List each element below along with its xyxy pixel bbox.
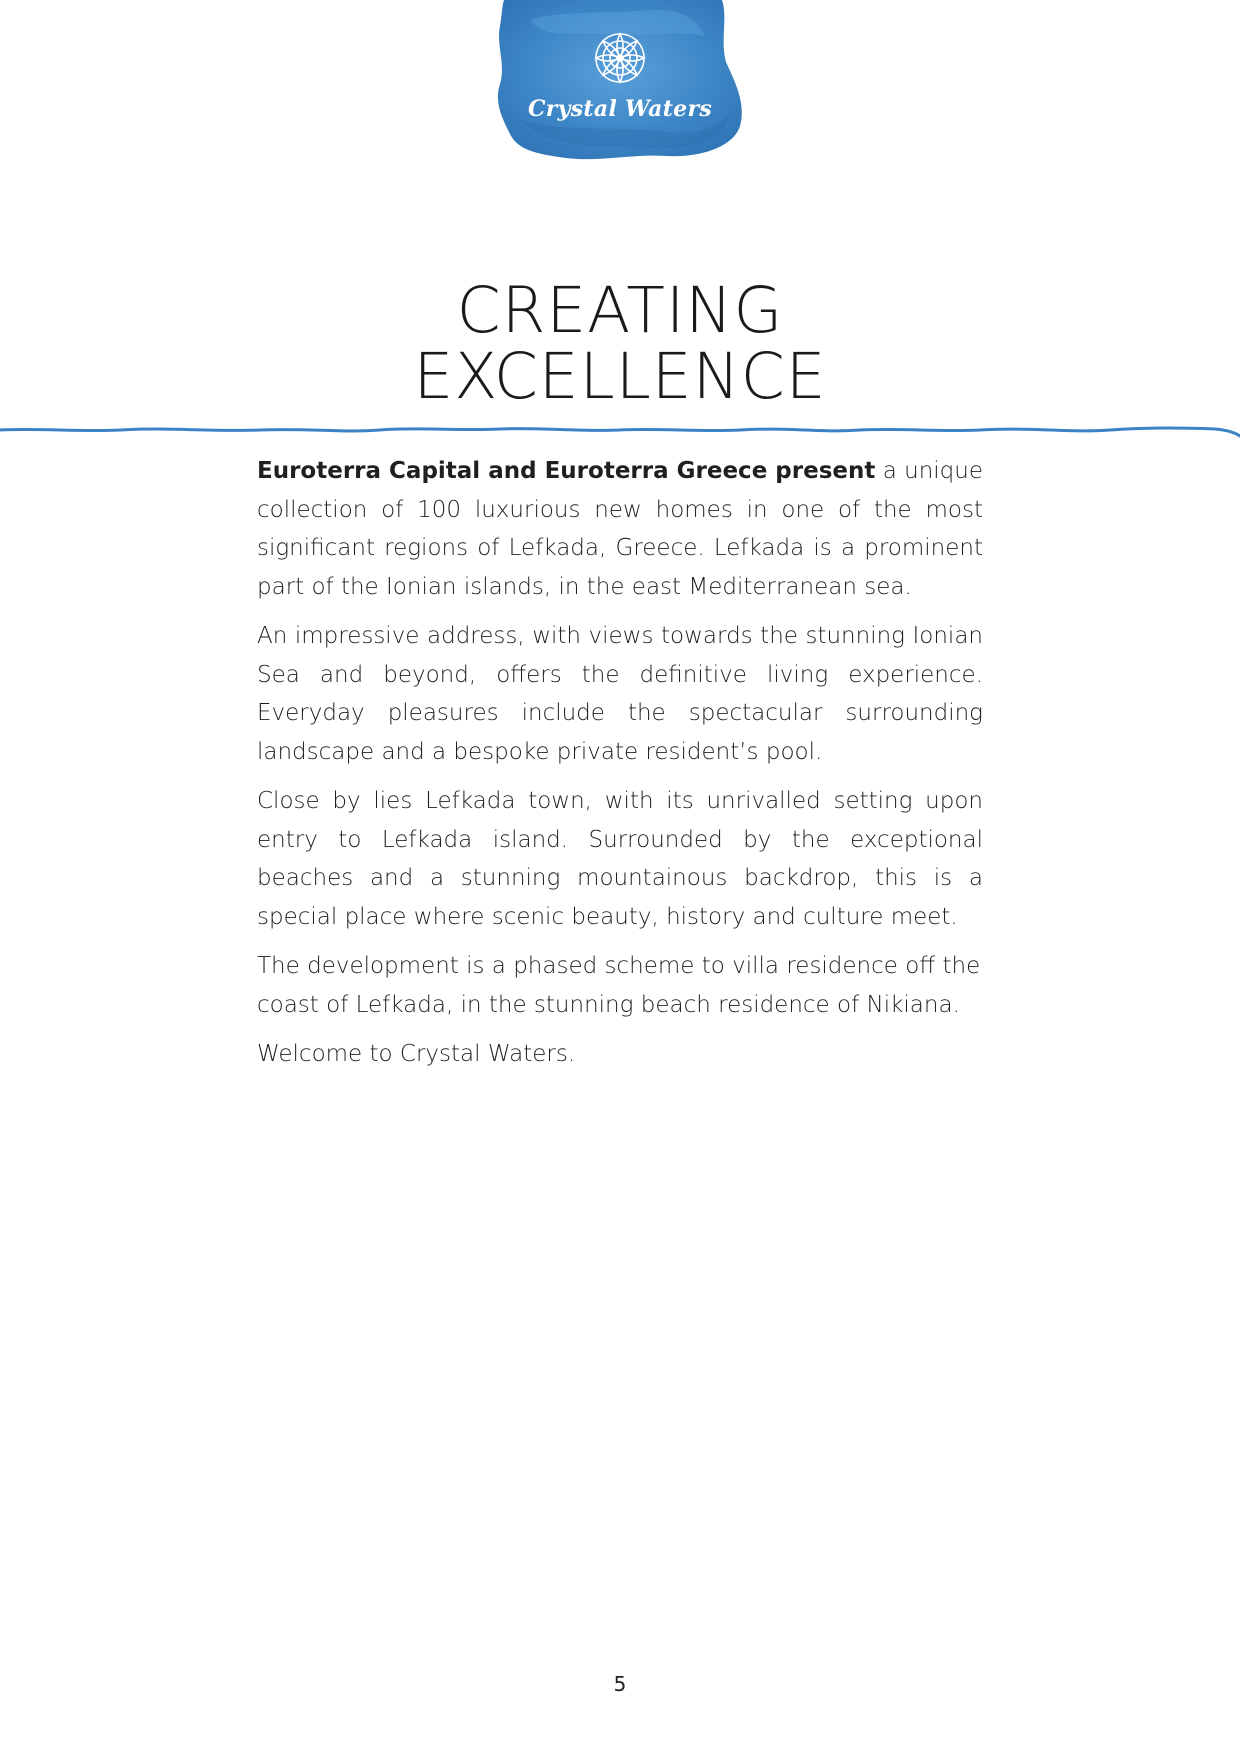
paragraph-5: Welcome to Crystal Waters.	[257, 1041, 576, 1067]
paragraph-4: The development is a phased scheme to villa residence off the coast of Lefkada, in the stunning beach residence of Nikiana.	[257, 953, 981, 1018]
paragraph-3: Close by lies Lefkada town, with its unrivalled setting upon entry to Lefkada island. Surrounded by the exceptional beaches and a stunning mountainous backdrop, this is a special place where scenic beauty, history and culture meet.	[257, 788, 983, 930]
wave-divider	[0, 418, 1240, 442]
page-title	[0, 274, 1240, 413]
paragraph-2: An impressive address, with views towards the stunning Ionian Sea and beyond, offers the definitive living experience. Everyday pleasures include the spectacular surrounding landscape and a bespoke private resident’s pool.	[257, 623, 983, 765]
paragraph-1-text: a unique collection of 100 luxurious new homes in one of the most significant regions of Lefkada, Greece. Lefkada is a prominent part of the Ionian islands, in the east Mediterranean sea.	[257, 458, 983, 600]
title-line-2: EXCELLENCE	[413, 340, 827, 413]
watercolor-blob	[490, 0, 750, 162]
paragraph-lead: Euroterra Capital and Euroterra Greece present	[257, 458, 876, 484]
paragraph-1	[257, 452, 983, 606]
mandala-icon	[596, 34, 644, 82]
logo-wordmark: Crystal Waters	[527, 96, 713, 122]
brand-logo	[490, 0, 750, 162]
title-line-1: CREATING	[456, 274, 784, 347]
page-number: 5	[613, 1672, 627, 1696]
intro-text	[257, 452, 983, 1085]
